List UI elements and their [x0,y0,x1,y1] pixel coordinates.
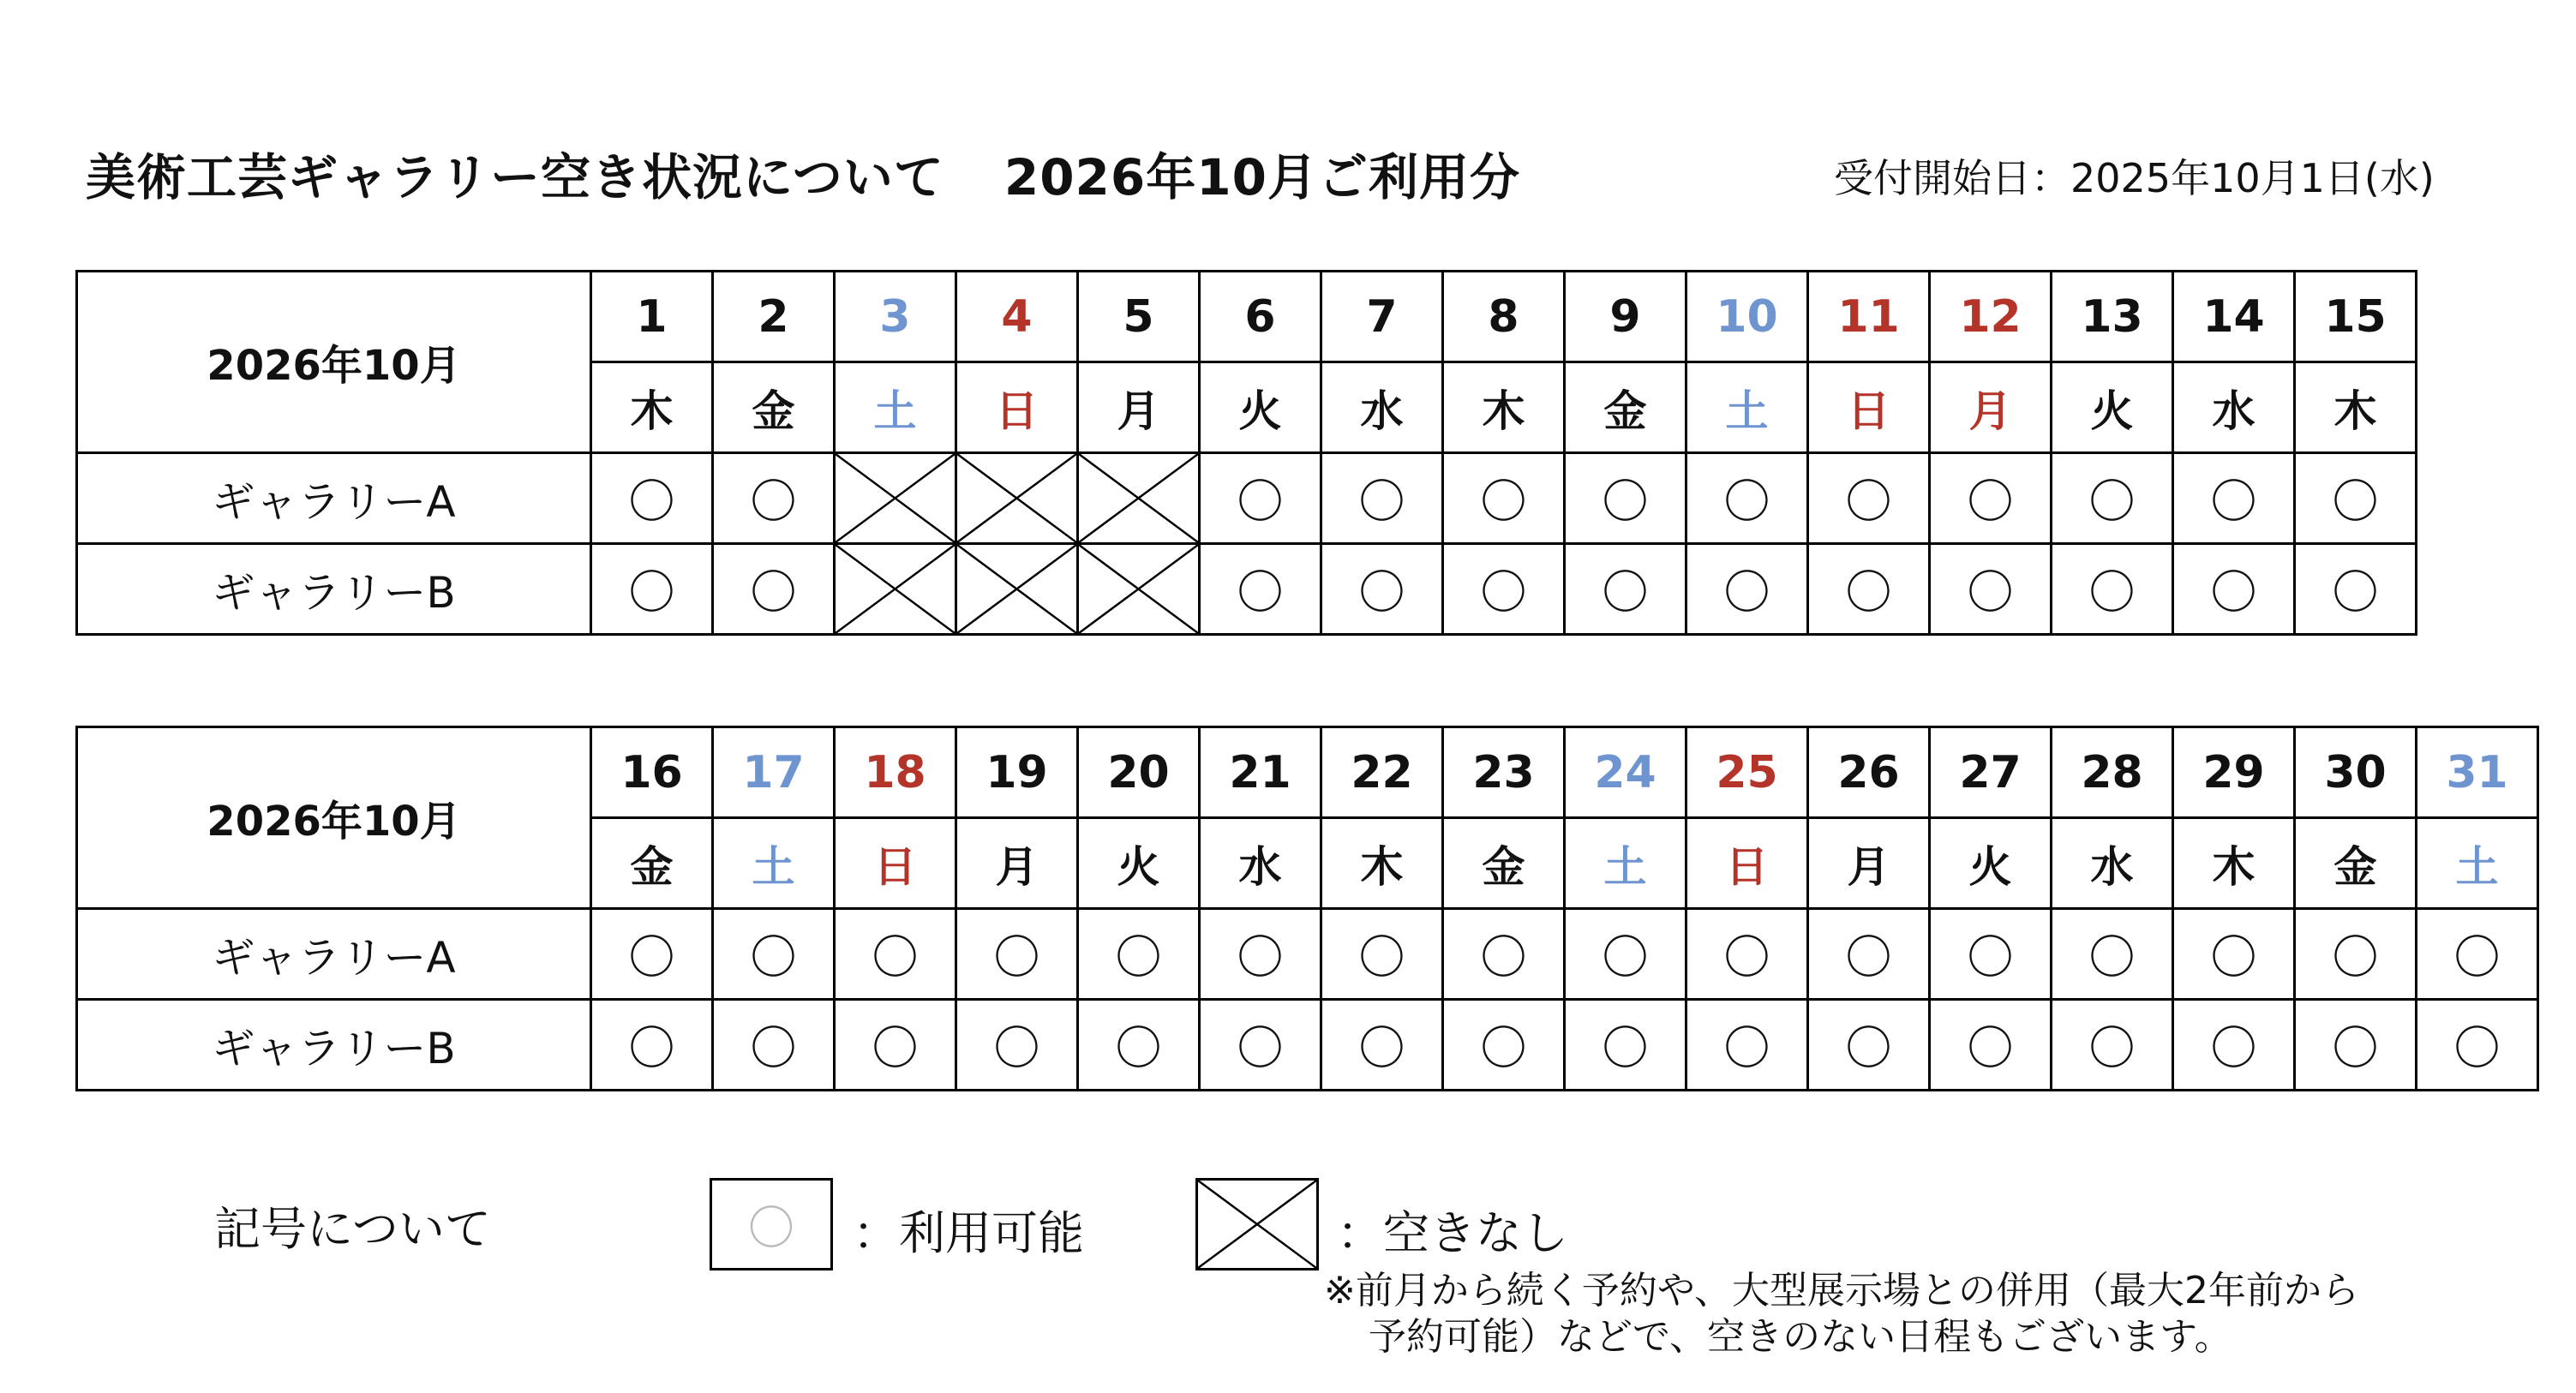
day-number: 31 [2417,727,2538,818]
weekday: 金 [2295,818,2417,909]
available-cell: 〇 [1808,453,1930,544]
weekday: 金 [713,362,835,453]
available-cell: 〇 [2173,453,2295,544]
available-cell: 〇 [1321,1000,1443,1091]
cross-icon [836,454,955,542]
available-cell: 〇 [1443,1000,1565,1091]
note-line-2: 予約可能）などで、空きのない日程もございます。 [1369,1315,2232,1359]
gallery-label: ギャラリーA [77,909,591,1000]
legend-title: 記号について [214,1202,491,1256]
day-number: 17 [713,727,835,818]
day-number: 29 [2173,727,2295,818]
weekday: 日 [835,818,956,909]
weekday: 月 [1808,818,1930,909]
gallery-row [77,909,2538,1000]
weekday: 土 [2417,818,2538,909]
weekday: 火 [1078,818,1200,909]
day-number: 22 [1321,727,1443,818]
day-number-row [77,727,2538,818]
gallery-label: ギャラリーB [77,544,591,635]
day-number: 15 [2295,272,2417,362]
available-cell: 〇 [1443,453,1565,544]
weekday: 土 [1686,362,1808,453]
day-number: 21 [1200,727,1321,818]
day-number: 6 [1200,272,1321,362]
available-cell: 〇 [1808,1000,1930,1091]
month-label: 2026年10月 [77,272,591,453]
unavailable-cell [1078,453,1200,544]
weekday: 土 [1565,818,1686,909]
day-number: 25 [1686,727,1808,818]
unavailable-cell [835,453,956,544]
day-number: 2 [713,272,835,362]
cross-icon [1079,545,1198,633]
available-cell: 〇 [1443,544,1565,635]
available-cell: 〇 [2052,453,2173,544]
available-cell: 〇 [2052,909,2173,1000]
available-cell: 〇 [1200,544,1321,635]
day-number-row [77,272,2417,362]
weekday: 木 [2295,362,2417,453]
weekday: 金 [1565,362,1686,453]
available-cell: 〇 [1565,909,1686,1000]
available-cell: 〇 [591,544,713,635]
month-label: 2026年10月 [77,727,591,909]
available-cell: 〇 [2173,1000,2295,1091]
day-number: 11 [1808,272,1930,362]
available-cell: 〇 [1930,909,2052,1000]
available-cell: 〇 [591,909,713,1000]
day-number: 3 [835,272,956,362]
cross-icon [836,545,955,633]
cross-icon [1079,454,1198,542]
available-cell: 〇 [1930,453,2052,544]
gallery-label: ギャラリーA [77,453,591,544]
available-cell: 〇 [2295,544,2417,635]
weekday: 月 [956,818,1078,909]
weekday: 火 [1930,818,2052,909]
note-line-1: ※前月から続く予約や、大型展示場との併用（最大2年前から [1324,1269,2359,1312]
day-number: 26 [1808,727,1930,818]
weekday: 日 [1686,818,1808,909]
available-cell: 〇 [591,1000,713,1091]
available-cell: 〇 [1565,453,1686,544]
title-main: 美術工芸ギャラリー空き状況について [86,148,944,206]
weekday: 日 [956,362,1078,453]
weekday: 土 [713,818,835,909]
day-number: 20 [1078,727,1200,818]
day-number: 12 [1930,272,2052,362]
weekday: 日 [1808,362,1930,453]
reception-start-date: 受付開始日：2025年10月1日(水) [1834,155,2435,201]
day-number: 18 [835,727,956,818]
day-number: 19 [956,727,1078,818]
day-number: 23 [1443,727,1565,818]
weekday: 火 [2052,362,2173,453]
day-number: 24 [1565,727,1686,818]
day-number: 7 [1321,272,1443,362]
available-cell: 〇 [1686,1000,1808,1091]
available-cell: 〇 [2295,1000,2417,1091]
weekday: 水 [2052,818,2173,909]
weekday: 水 [1200,818,1321,909]
available-cell: 〇 [1200,1000,1321,1091]
gallery-label: ギャラリーB [77,1000,591,1091]
available-cell: 〇 [1200,909,1321,1000]
available-cell: 〇 [2173,909,2295,1000]
legend-available-symbol: 〇 [710,1178,833,1270]
gallery-row [77,544,2417,635]
legend-unavailable-label: ：空きなし [1337,1206,1568,1260]
day-number: 30 [2295,727,2417,818]
unavailable-cell [835,544,956,635]
unavailable-cell [956,453,1078,544]
page-title [86,137,1520,209]
day-number: 5 [1078,272,1200,362]
available-cell: 〇 [1930,1000,2052,1091]
available-cell: 〇 [2295,909,2417,1000]
availability-table-first-half [75,270,2417,636]
available-cell: 〇 [1686,909,1808,1000]
available-cell: 〇 [1078,1000,1200,1091]
cross-icon [1198,1181,1316,1268]
available-cell: 〇 [713,909,835,1000]
day-number: 28 [2052,727,2173,818]
available-cell: 〇 [1686,453,1808,544]
available-cell: 〇 [713,544,835,635]
available-cell: 〇 [1321,909,1443,1000]
legend-unavailable-symbol [1195,1178,1319,1270]
weekday: 金 [1443,818,1565,909]
available-cell: 〇 [1565,1000,1686,1091]
day-number: 10 [1686,272,1808,362]
available-cell: 〇 [956,1000,1078,1091]
available-cell: 〇 [2052,544,2173,635]
available-cell: 〇 [1078,909,1200,1000]
legend-note [1324,1268,2359,1360]
title-sub: 2026年10月ご利用分 [1003,148,1520,206]
cross-icon [957,545,1076,633]
available-cell: 〇 [591,453,713,544]
weekday: 月 [1930,362,2052,453]
weekday: 木 [1321,818,1443,909]
available-cell: 〇 [2295,453,2417,544]
weekday: 金 [591,818,713,909]
available-cell: 〇 [1808,909,1930,1000]
weekday: 木 [2173,818,2295,909]
gallery-row [77,1000,2538,1091]
availability-table-second-half [75,726,2539,1091]
weekday: 土 [835,362,956,453]
weekday: 水 [2173,362,2295,453]
day-number: 27 [1930,727,2052,818]
weekday: 木 [1443,362,1565,453]
weekday: 木 [591,362,713,453]
cross-icon [957,454,1076,542]
weekday: 火 [1200,362,1321,453]
weekday: 水 [1321,362,1443,453]
available-cell: 〇 [2173,544,2295,635]
available-cell: 〇 [835,1000,956,1091]
available-cell: 〇 [835,909,956,1000]
day-number: 14 [2173,272,2295,362]
available-cell: 〇 [2052,1000,2173,1091]
available-cell: 〇 [2417,909,2538,1000]
unavailable-cell [956,544,1078,635]
available-cell: 〇 [713,453,835,544]
gallery-row [77,453,2417,544]
day-number: 8 [1443,272,1565,362]
available-cell: 〇 [713,1000,835,1091]
available-cell: 〇 [1200,453,1321,544]
weekday: 月 [1078,362,1200,453]
day-number: 4 [956,272,1078,362]
available-cell: 〇 [956,909,1078,1000]
day-number: 16 [591,727,713,818]
unavailable-cell [1078,544,1200,635]
available-cell: 〇 [1808,544,1930,635]
available-cell: 〇 [1443,909,1565,1000]
available-cell: 〇 [1565,544,1686,635]
legend-available-label: ：利用可能 [853,1206,1084,1260]
available-cell: 〇 [1686,544,1808,635]
day-number: 1 [591,272,713,362]
available-cell: 〇 [1321,453,1443,544]
day-number: 9 [1565,272,1686,362]
available-cell: 〇 [1321,544,1443,635]
day-number: 13 [2052,272,2173,362]
available-cell: 〇 [2417,1000,2538,1091]
available-cell: 〇 [1930,544,2052,635]
